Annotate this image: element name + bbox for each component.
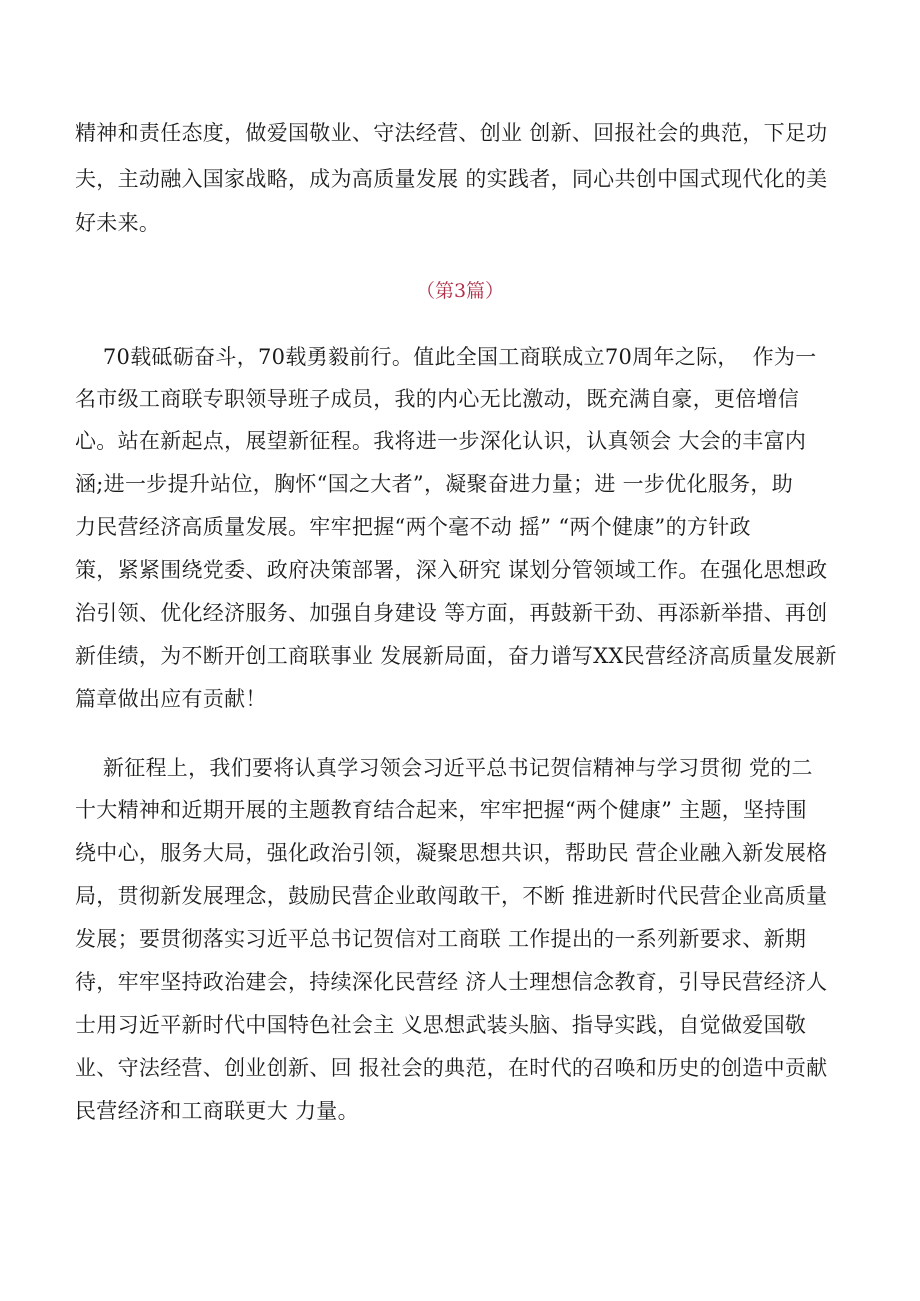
text-line: 精神和责任态度，做爱国敬业、守法经营、创业 创新、回报社会的典范，下足功 <box>75 121 828 145</box>
text-line: 心。站在新起点，展望新征程。我将进一步深化认识，认真领会 大会的丰富内 <box>75 429 807 453</box>
text-line: 名市级工商联专职领导班子成员，我的内心无比激动，既充满自豪，更倍增信 <box>75 387 800 411</box>
text-line: 新佳绩，为不断开创工商联事业 发展新局面，奋力谱写XX民营经济高质量发展新 <box>75 644 837 668</box>
text-line: 发展；要贯彻落实习近平总书记贺信对工商联 工作提出的一系列新要求、新期 <box>75 927 807 951</box>
text-line: 业、守法经营、创业创新、回 报社会的典范，在时代的召唤和历史的创造中贡献 <box>75 1056 828 1080</box>
text-line: 策，紧紧围绕党委、政府决策部署，深入研究 谋划分管领域工作。在强化思想政 <box>75 558 828 582</box>
text-line: 好未来。 <box>75 211 161 235</box>
text-line: 十大精神和近期开展的主题教育结合起来，牢牢把握“两个健康” 主题，坚持围 <box>75 798 807 822</box>
text-line: 局，贯彻新发展理念，鼓励民营企业敢闯敢干，不断 推进新时代民营企业高质量 <box>75 884 828 908</box>
text-line: 治引领、优化经济服务、加强自身建设 等方面，再鼓新干劲、再添新举措、再创 <box>75 601 828 625</box>
text-line: 篇章做出应有贡献！ <box>75 687 267 711</box>
text-line: 士用习近平新时代中国特色社会主 义思想武装头脑、指导实践，自觉做爱国敬 <box>75 1013 807 1037</box>
text-line: 70载砥砺奋斗，70载勇毅前行。值此全国工商联成立70周年之际， 作为一 <box>75 345 817 369</box>
text-line: 民营经济和工商联更大 力量。 <box>75 1099 359 1123</box>
text-line: 夫，主动融入国家战略，成为高质量发展 的实践者，同心共创中国式现代化的美 <box>75 167 828 191</box>
section-heading: （第3篇） <box>415 280 505 302</box>
text-line: 力民营经济高质量发展。牢牢把握“两个毫不动 摇” “两个健康”的方针政 <box>75 515 751 539</box>
text-line: 待，牢牢坚持政治建会，持续深化民营经 济人士理想信念教育，引导民营经济人 <box>75 970 828 994</box>
text-line: 新征程上，我们要将认真学习领会习近平总书记贺信精神与学习贯彻 党的二 <box>75 756 813 780</box>
text-line: 涵;进一步提升站位，胸怀“国之大者”，凝聚奋进力量；进 一步优化服务，助 <box>75 472 794 496</box>
text-line: 绕中心，服务大局，强化政治引领，凝聚思想共识，帮助民 营企业融入新发展格 <box>75 841 828 865</box>
